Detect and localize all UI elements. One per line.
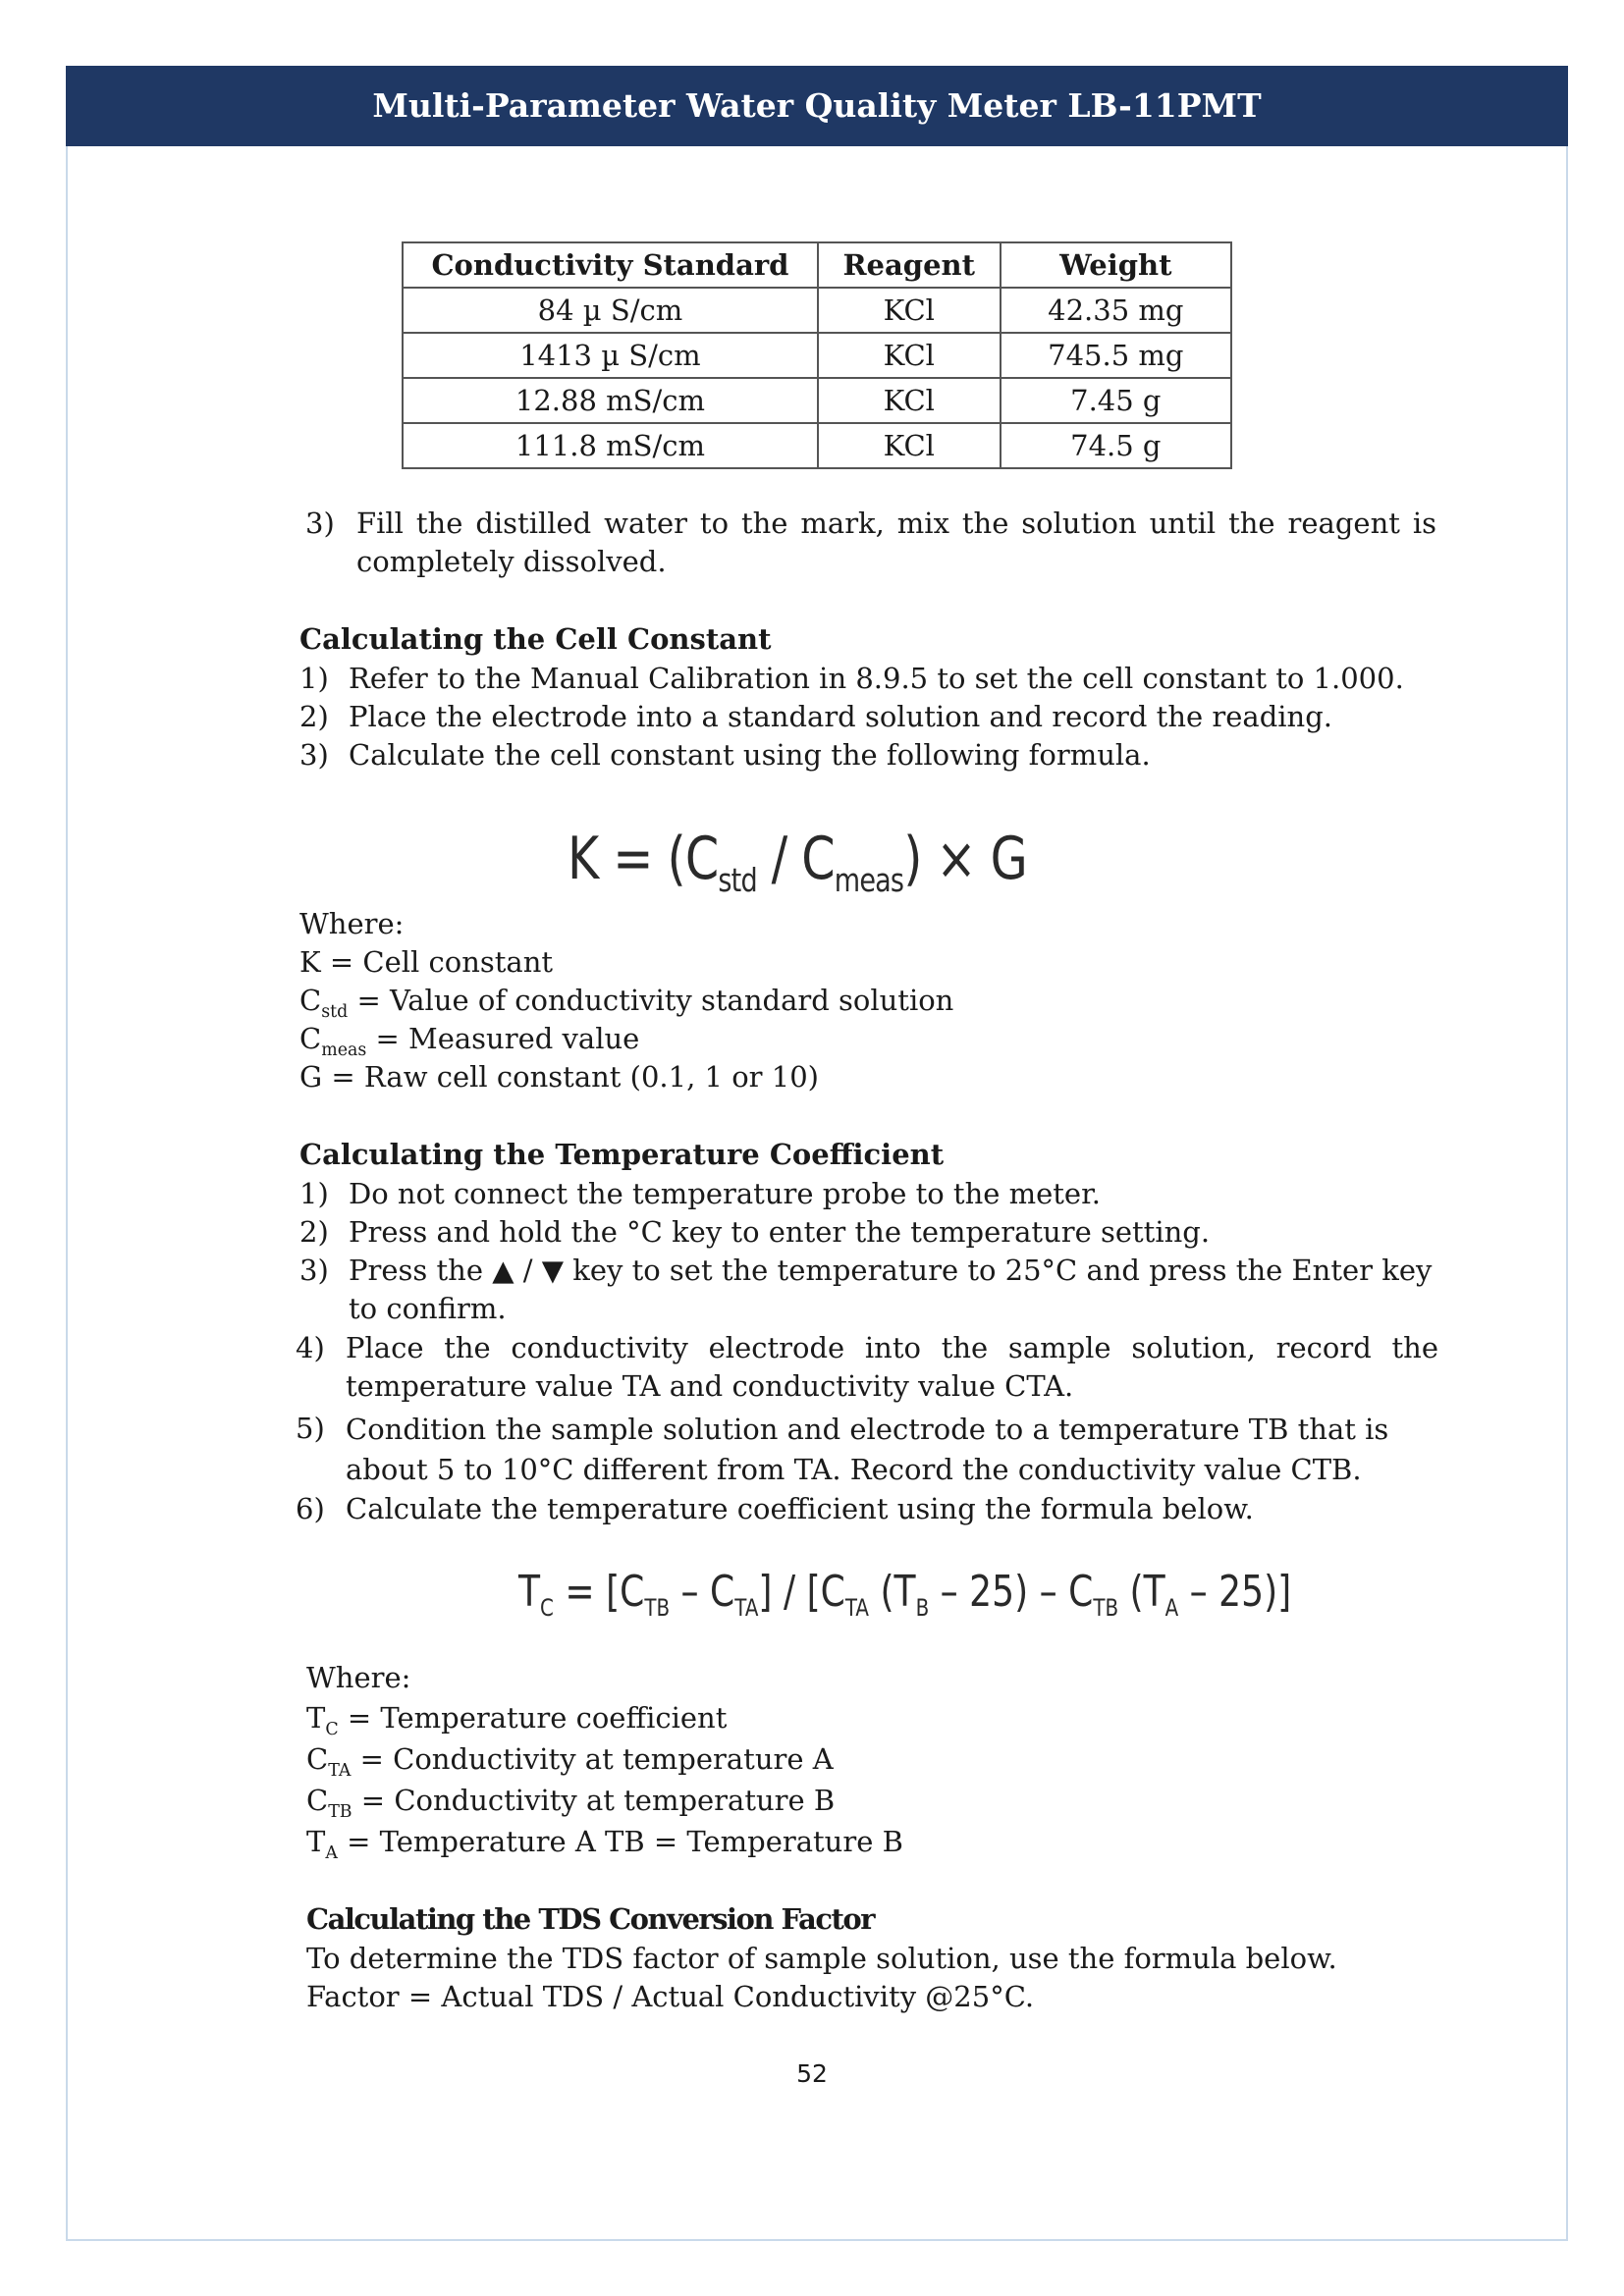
step-text: Fill the distilled water to the mark, mix the solution until the reagent is completely dissolved. (356, 507, 1436, 578)
list-item (299, 736, 1438, 774)
symbol-subscript: meas (321, 1040, 367, 1060)
step-text: Place the conductivity electrode into the sample solution, record the temperature value TA and conductivity value CTA. (346, 1331, 1438, 1403)
symbol: T (306, 1701, 326, 1735)
list-item (299, 660, 1438, 698)
formula-part: ) × G (903, 825, 1027, 893)
step-text: Place the electrode into a standard solution and record the reading. (349, 700, 1332, 733)
formula-part: T (518, 1567, 541, 1617)
tds-paragraph: To determine the TDS factor of sample solution, use the formula below. Factor = Actual TDS / Actual Conductivity @25°C. (306, 1942, 1337, 2013)
formula-subscript: TB (644, 1593, 671, 1622)
symbol-subscript: TA (328, 1760, 352, 1781)
definition-text: = Temperature coefficient (338, 1701, 728, 1735)
table-cell: 745.5 mg (1001, 333, 1231, 378)
step-text: Press the ▲ / ▼ key to set the temperature to 25°C and press the Enter key to confirm. (349, 1254, 1433, 1325)
step-text: Press and hold the °C key to enter the temperature setting. (349, 1215, 1211, 1249)
step-text: Do not connect the temperature probe to the meter. (349, 1177, 1101, 1210)
list-item (299, 698, 1438, 736)
table-cell: KCl (818, 288, 1001, 333)
symbol: T (306, 1825, 326, 1858)
list-item (299, 1175, 1438, 1213)
formula-part: (T (1118, 1567, 1165, 1617)
formula-subscript: TA (844, 1593, 869, 1622)
temperature-coefficient-formula (518, 1567, 1291, 1622)
table-header-row (403, 242, 1231, 288)
definition-ta-tb (306, 1823, 903, 1873)
step-text: Refer to the Manual Calibration in 8.9.5 to set the cell constant to 1.000. (349, 662, 1404, 695)
table-cell: 84 µ S/cm (403, 288, 818, 333)
table-cell: 42.35 mg (1001, 288, 1231, 333)
formula-part: K = (C (568, 825, 719, 893)
tds-heading: Calculating the TDS Conversion Factor (306, 1902, 875, 1936)
step-number: 2) (299, 700, 329, 733)
step-number: 3) (299, 1254, 329, 1287)
definition-text: = Measured value (366, 1022, 640, 1055)
formula-part: / C (756, 825, 835, 893)
symbol-subscript: C (325, 1719, 339, 1739)
table-cell: KCl (818, 333, 1001, 378)
list-item (296, 1329, 1438, 1406)
step-number: 6) (296, 1492, 325, 1525)
table-cell: KCl (818, 423, 1001, 468)
formula-subscript: B (915, 1593, 930, 1622)
formula-subscript: std (718, 861, 757, 899)
step-number: 1) (299, 1177, 329, 1210)
page-header: Multi-Parameter Water Quality Meter LB-11PMT (66, 66, 1568, 146)
formula-subscript: meas (834, 861, 904, 899)
cell-constant-heading: Calculating the Cell Constant (299, 622, 772, 656)
formula-part: ] / [C (758, 1567, 845, 1617)
definition-text: = Conductivity at temperature B (352, 1784, 836, 1817)
step-number: 3) (299, 738, 329, 772)
symbol-subscript: TB (328, 1801, 352, 1822)
page-number: 52 (796, 2059, 828, 2088)
where-label: Where: (306, 1661, 411, 1694)
cell-constant-formula (568, 825, 1027, 899)
step-number: 4) (296, 1331, 325, 1364)
definition-text: = Temperature A TB = Temperature B (337, 1825, 903, 1858)
definition-text: = Conductivity at temperature A (351, 1742, 834, 1776)
formula-part: – 25)] (1178, 1567, 1292, 1617)
where-label: Where: (299, 907, 405, 940)
table-row (403, 333, 1231, 378)
temperature-coefficient-heading: Calculating the Temperature Coefficient (299, 1138, 945, 1171)
step-text: Condition the sample solution and electrode to a temperature TB that is about 5 to 10°C different from TA. Record the conductivity value CTB. (346, 1413, 1389, 1486)
step-number: 1) (299, 662, 329, 695)
table-cell: 7.45 g (1001, 378, 1231, 423)
table-cell: KCl (818, 378, 1001, 423)
table-header-cell: Conductivity Standard (403, 242, 818, 288)
step-number: 3) (305, 507, 335, 540)
step-text: Calculate the cell constant using the following formula. (349, 738, 1151, 772)
formula-subscript: A (1164, 1593, 1179, 1622)
symbol-subscript: A (325, 1842, 338, 1863)
step-number: 5) (296, 1412, 325, 1445)
symbol: C (306, 1742, 329, 1776)
step-text: Calculate the temperature coefficient using the formula below. (346, 1492, 1254, 1525)
table-cell: 111.8 mS/cm (403, 423, 818, 468)
formula-subscript: C (540, 1593, 554, 1622)
formula-part: (T (868, 1567, 916, 1617)
table-cell: 1413 µ S/cm (403, 333, 818, 378)
list-item (299, 1213, 1438, 1252)
table-row (403, 288, 1231, 333)
definition-g: G = Raw cell constant (0.1, 1 or 10) (299, 1060, 819, 1094)
symbol: C (299, 984, 322, 1017)
definition-text: = Value of conductivity standard solution (348, 984, 954, 1017)
table-header-cell: Reagent (818, 242, 1001, 288)
formula-subscript: TA (734, 1593, 759, 1622)
table-row (403, 378, 1231, 423)
formula-subscript: TB (1093, 1593, 1119, 1622)
formula-part: = [C (553, 1567, 645, 1617)
table-header-cell: Weight (1001, 242, 1231, 288)
fill-step (305, 505, 1436, 581)
symbol: C (299, 1022, 322, 1055)
step-number: 2) (299, 1215, 329, 1249)
formula-part: – 25) – C (929, 1567, 1094, 1617)
list-item (296, 1490, 1438, 1528)
symbol-subscript: std (321, 1001, 349, 1022)
formula-part: – C (670, 1567, 735, 1617)
table-row (403, 423, 1231, 468)
table-cell: 74.5 g (1001, 423, 1231, 468)
conductivity-standards-table (402, 241, 1232, 469)
table-cell: 12.88 mS/cm (403, 378, 818, 423)
definition-k: K = Cell constant (299, 945, 554, 979)
list-item (299, 1252, 1438, 1328)
symbol: C (306, 1784, 329, 1817)
list-item (296, 1410, 1438, 1490)
